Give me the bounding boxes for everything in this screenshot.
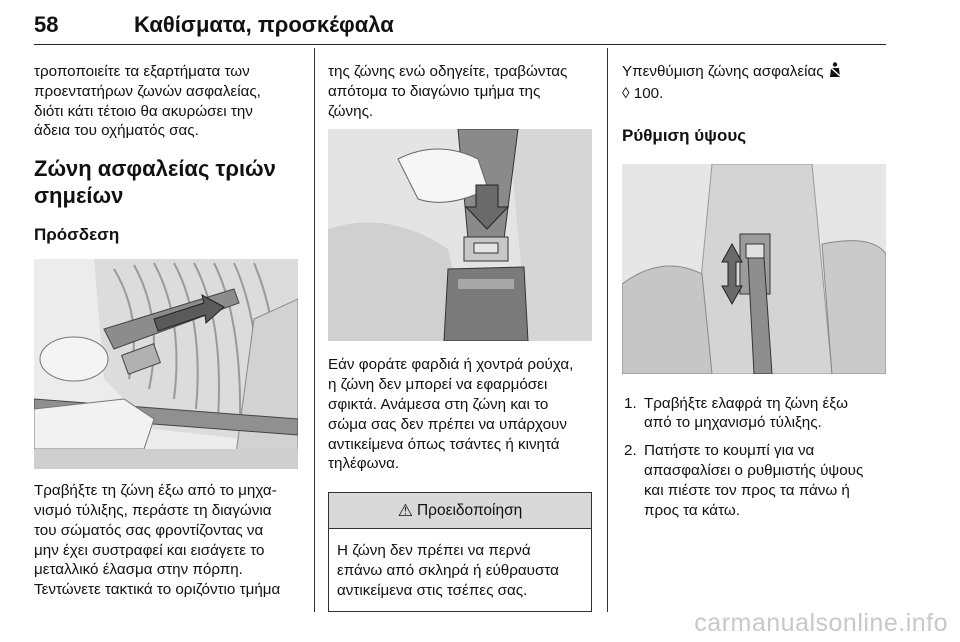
step-text: Τραβήξτε ελαφρά τη ζώνη έξω από το μηχανισμό τύλιξης. [644,394,848,432]
step-number: 1. [624,394,637,412]
page-reference [622,84,890,104]
steps-list [622,394,890,521]
clothing-note: Εάν φοράτε φαρδιά ή χοντρά ρούχα, η ζώνη δεν μπορεί να εφαρμόσει σφικτά. Ανάμεσα στη ζώνη και το σώμα σας δεν πρέπει να υπάρχουν αντικείμενα όπως τσάντες ή κινητά τηλέφωνα. [328,356,574,473]
step-text: Πατήστε το κουμπί για να απασφαλίσει ο ρυθμιστής ύψους και πιέστε τον προς τα πάνω ή προς τα κάτω. [644,442,864,519]
height-adjust-heading: Ρύθμιση ύψους [622,125,747,145]
column-3 [622,62,890,528]
step-number: 2. [624,442,637,460]
seatbelt-icon [828,62,842,84]
subsection-heading: Πρόσδεση [34,225,120,245]
page-title: Καθίσματα, προσκέφαλα [134,12,394,37]
fastening-caption: Τραβήξτε τη ζώνη έξω από το μηχα- νισμό τύλιξης, περάστε τη διαγώνια του σώματός σας φροντίζοντας να μην έχει συστραφεί και εισάγετε το μεταλλικό έλασμα στην πόρπη. Τεντώνετε τακτικά το οριζόντιο τμήμα [34,482,281,599]
figure-fastening-belt [34,259,298,469]
fastening-illustration [34,259,298,469]
intro-text: τροποποιείτε τα εξαρτήματα των προεντατήρων ζωνών ασφαλείας, διότι κάτι τέτοιο θα ακυρώσει την άδεια του οχήματός σας. [34,63,261,140]
section-heading: Ζώνη ασφαλείας τριών σημείων [34,156,276,209]
warning-header [329,493,591,529]
column-2 [328,62,596,612]
column-divider-2 [607,48,608,612]
reference-page: 100. [633,84,664,102]
continued-text: της ζώνης ενώ οδηγείτε, τραβώντας απότομα το διαγώνιο τμήμα της ζώνης. [328,63,568,120]
column-1 [34,62,302,600]
column-divider-1 [314,48,315,612]
warning-icon: ⚠ [397,500,413,520]
page-number: 58 [34,12,59,37]
reminder-text: Υπενθύμιση ζώνης ασφαλείας [622,63,824,80]
figure-height-adjuster [622,164,886,374]
height-adjuster-illustration [622,164,886,374]
list-item [622,441,890,520]
reference-arrow-icon: ◊ [622,84,630,102]
warning-title: Προειδοποίηση [416,501,523,519]
watermark: carmanualsonline.info [694,609,948,637]
warning-box [328,492,592,612]
buckle-illustration [328,129,592,341]
warning-text: Η ζώνη δεν πρέπει να περνά επάνω από σκληρά ή εύθραυστα αντικείμενα στις τσέπες σας. [337,542,559,600]
reminder-line [622,62,890,84]
page-header [34,6,886,42]
list-item [622,394,890,434]
header-rule [34,44,886,45]
figure-buckle [328,129,592,341]
